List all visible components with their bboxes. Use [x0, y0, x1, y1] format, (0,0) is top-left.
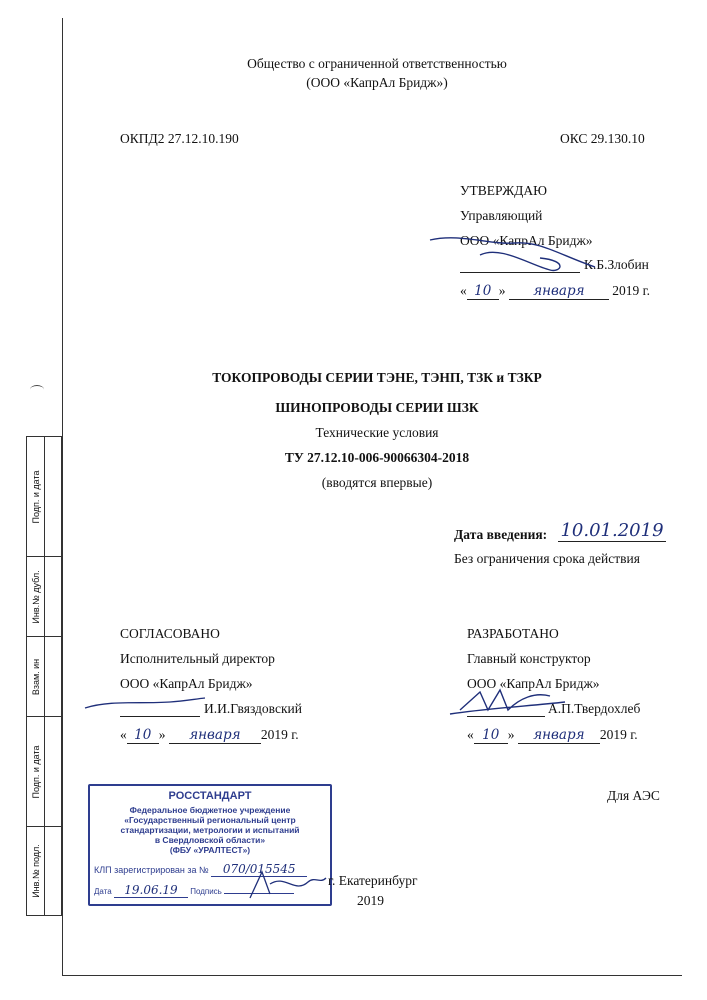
intro-date-value: 10.01.2019 — [558, 520, 666, 542]
approve-org: ООО «КапрАл Бридж» — [460, 233, 593, 248]
agreed-signature-scribble — [80, 690, 210, 720]
approve-position: Управляющий — [460, 208, 543, 223]
approve-month: января — [509, 283, 609, 300]
developed-title: РАЗРАБОТАНО — [467, 626, 559, 641]
approve-year: 2019 г. — [612, 283, 651, 298]
stamp-signature-scribble — [240, 864, 330, 904]
org-name — [62, 56, 692, 91]
validity: Без ограничения срока действия — [454, 551, 640, 566]
quote-close: » — [498, 283, 506, 298]
approve-day: 10 — [467, 283, 499, 300]
city-year: 2019 — [357, 893, 384, 908]
developed-year: 2019 г. — [599, 727, 638, 742]
quote-close: » — [158, 727, 166, 742]
quote-open: « — [460, 283, 467, 298]
quote-open: « — [467, 727, 474, 742]
stamp-line-2: Федеральное бюджетное учреждение — [129, 805, 291, 815]
stamp-line-6: (ФБУ «УРАЛТЕСТ») — [169, 845, 251, 855]
stamp-reg-number: 070/015545 — [211, 862, 307, 877]
agreed-org: ООО «КапрАл Бридж» — [120, 676, 253, 691]
for-npp: Для АЭС — [607, 788, 660, 803]
agreed-day: 10 — [127, 727, 159, 744]
side-label: Инв.№ подл. — [30, 844, 41, 898]
stamp-line-3: «Государственный региональный центр — [124, 815, 296, 825]
stamp-date-value: 19.06.19 — [114, 883, 188, 898]
intro-date-label: Дата введения: — [454, 527, 548, 542]
doc-code: ТУ 27.12.10-006-90066304-2018 — [284, 450, 470, 465]
agreed-month: января — [169, 727, 261, 744]
side-row-inv-orig — [27, 827, 63, 915]
doc-title-1: ТОКОПРОВОДЫ СЕРИИ ТЭНЕ, ТЭНП, ТЗК и ТЗКР — [212, 370, 542, 385]
developed-day: 10 — [474, 727, 508, 744]
side-label: Взам. ин — [30, 658, 41, 695]
city: г. Екатеринбург — [328, 873, 418, 888]
frame-bottom-line — [62, 975, 682, 976]
side-stamp-table — [26, 436, 62, 916]
side-row-vzam — [27, 637, 63, 717]
agreed-name: И.И.Гвяздовский — [204, 701, 302, 716]
approve-title: УТВЕРЖДАЮ — [460, 183, 548, 198]
oks-code: ОКС 29.130.10 — [560, 131, 645, 146]
stamp-reg-label: КЛП зарегистрирован за № — [94, 865, 209, 875]
side-row-sign-date-2 — [27, 717, 63, 827]
quote-open: « — [120, 727, 127, 742]
stamp-line-1: РОССТАНДАРТ — [168, 790, 252, 802]
approve-signature-scribble — [420, 225, 600, 285]
side-row-sign-date-1 — [27, 437, 63, 557]
agreed-position: Исполнительный директор — [120, 651, 275, 666]
stamp-date-label: Дата — [94, 887, 112, 896]
doc-subtitle: Технические условия — [315, 425, 439, 440]
doc-note: (вводятся впервые) — [321, 475, 433, 490]
quote-close: » — [507, 727, 515, 742]
developed-org: ООО «КапрАл Бридж» — [467, 676, 600, 691]
side-row-inv-dup — [27, 557, 63, 637]
okpd-code: ОКПД2 27.12.10.190 — [120, 131, 239, 146]
developed-name: А.П.Твердохлеб — [548, 701, 641, 716]
approve-name: К.Б.Злобин — [584, 257, 649, 272]
side-label: Подп. и дата — [30, 744, 41, 799]
approve-date — [460, 283, 650, 300]
agreed-year: 2019 г. — [260, 727, 299, 742]
side-label: Подп. и дата — [30, 469, 41, 524]
org-line-1: Общество с ограниченной ответственностью — [247, 56, 507, 71]
developed-position: Главный конструктор — [467, 651, 591, 666]
org-line-2: (ООО «КапрАл Бридж») — [306, 75, 448, 90]
registration-stamp — [88, 784, 332, 906]
binding-mark — [30, 385, 44, 394]
agreed-date — [120, 727, 299, 744]
doc-title-2: ШИНОПРОВОДЫ СЕРИИ ШЗК — [275, 400, 479, 415]
stamp-sign-label: Подпись — [190, 887, 222, 896]
developed-date — [467, 727, 638, 744]
stamp-line-4: стандартизации, метрологии и испытаний — [120, 825, 300, 835]
agreed-title: СОГЛАСОВАНО — [120, 626, 220, 641]
side-label: Инв.№ дубл. — [30, 569, 41, 624]
stamp-line-5: в Свердловской области» — [154, 835, 266, 845]
developed-month: января — [518, 727, 600, 744]
